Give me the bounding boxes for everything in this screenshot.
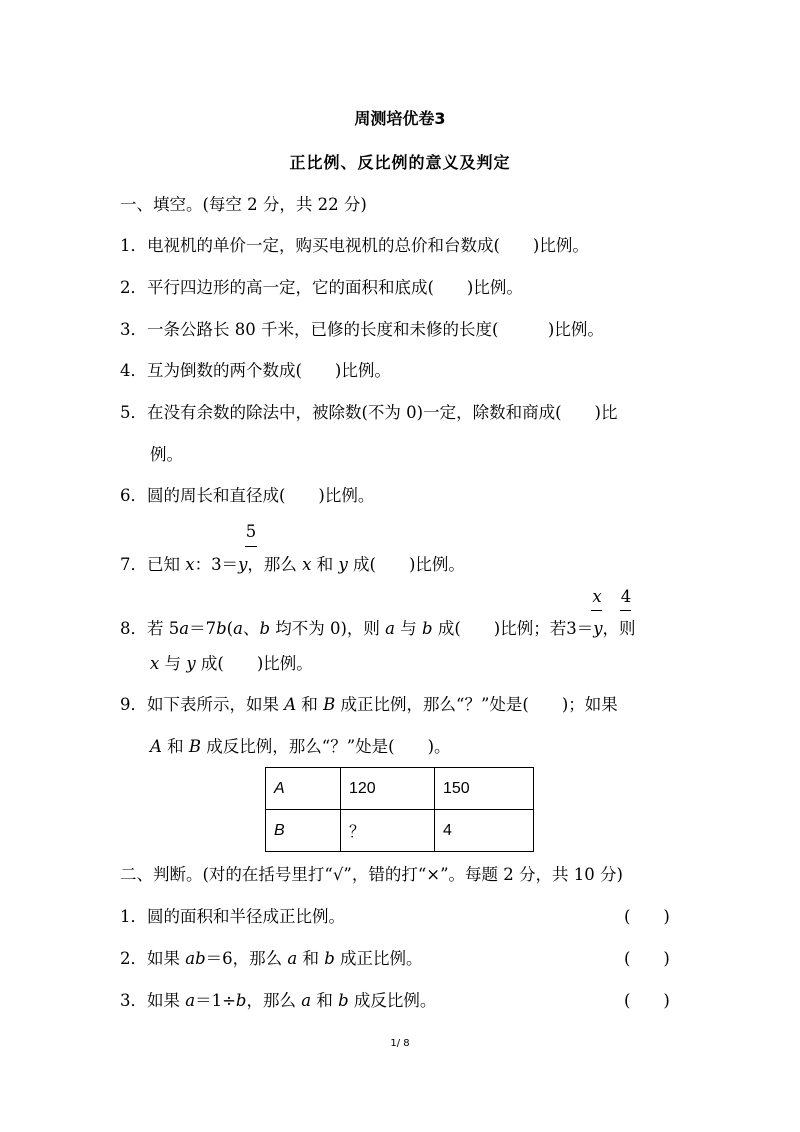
- q2-2-mid: ＝6，那么: [205, 949, 288, 968]
- q8-line2-y: y: [186, 654, 196, 673]
- page-title: 周测培优卷3: [354, 109, 446, 128]
- q2-3-and: 和: [311, 991, 339, 1010]
- q7-var-x2: x: [302, 555, 312, 574]
- q9-line1-post: 成正比例，那么“？”处是( )；如果: [335, 695, 618, 714]
- table-cell: A: [266, 768, 341, 810]
- q2-2-pre: 2．如果: [120, 949, 186, 968]
- q2-2-a: a: [287, 949, 298, 968]
- page-number: 1/ 8: [390, 1038, 410, 1049]
- q8-fraction1-bar: [591, 610, 602, 611]
- q9-B2: B: [188, 737, 202, 756]
- question-1-9-line2: [150, 736, 451, 758]
- q9-A2: A: [150, 737, 162, 756]
- q2-2-and: 和: [297, 949, 325, 968]
- q8-b1: b: [216, 619, 227, 638]
- q8-fraction2-bar: [620, 610, 631, 611]
- q9-and2: 和: [161, 737, 189, 756]
- question-1-5-line2: 例。: [150, 445, 183, 464]
- q8-p6: 与: [395, 619, 423, 638]
- q9-A1: A: [284, 695, 297, 714]
- table-cell: 120: [341, 768, 435, 810]
- question-2-3: [120, 990, 436, 1012]
- q9-line2-post: 成反比例，那么“？”处是( )。: [201, 737, 451, 756]
- question-1-2: 2．平行四边形的高一定，它的面积和底成( )比例。: [120, 278, 523, 297]
- q8-line2-x: x: [150, 654, 160, 673]
- q7-fraction-bar: [245, 546, 257, 547]
- q9-and1: 和: [296, 695, 324, 714]
- q9-B1: B: [323, 695, 336, 714]
- question-1-3: 3．一条公路长 80 千米，已修的长度和未修的长度( )比例。: [120, 320, 604, 339]
- q2-3-post: 成反比例。: [348, 991, 437, 1010]
- q7-prefix: 7．已知: [120, 555, 186, 574]
- table-cell: 4: [435, 810, 534, 852]
- q2-3-b2: b: [338, 991, 349, 1010]
- q8-fraction2-denominator: y: [593, 619, 603, 638]
- q2-3-a: a: [185, 991, 196, 1010]
- q8-p8: ，则: [602, 619, 636, 638]
- q8-fraction1-numerator: x: [592, 587, 602, 606]
- q8-fraction1-denominator: 3: [566, 619, 577, 638]
- q2-2-post: 成正比例。: [334, 949, 423, 968]
- page-subtitle: 正比例、反比例的意义及判定: [289, 153, 511, 172]
- table-cell: ？: [341, 810, 435, 852]
- q2-3-a2: a: [301, 991, 312, 1010]
- question-1-7: [120, 554, 465, 576]
- table-row: [266, 810, 534, 852]
- q9-line1-pre: 9．如下表所示，如果: [120, 695, 285, 714]
- q7-fraction-denominator: y: [238, 555, 248, 574]
- q7-suffix: 成( )比例。: [347, 555, 465, 574]
- question-1-8-line1: [120, 618, 636, 640]
- q8-p5: 均不为 0)，则: [270, 619, 386, 638]
- q8-fraction2-numerator: 4: [620, 587, 632, 606]
- q8-p2: ＝7: [189, 619, 217, 638]
- question-1-6: 6．圆的周长和直径成( )比例。: [120, 486, 375, 505]
- q8-line2-mid: 与: [159, 654, 187, 673]
- q7-var-y: y: [338, 555, 348, 574]
- table-cell: 150: [435, 768, 534, 810]
- question-1-1: 1．电视机的单价一定，购买电视机的总价和台数成( )比例。: [120, 236, 589, 255]
- q8-a2: a: [233, 619, 243, 638]
- q8-p3: (: [226, 619, 234, 638]
- question-2-1: 1．圆的面积和半径成正比例。: [120, 907, 345, 926]
- q8-eq: ＝: [576, 619, 594, 638]
- q2-3-mid: ＝1÷: [195, 991, 236, 1010]
- q8-a3: a: [385, 619, 396, 638]
- question-1-4: 4．互为倒数的两个数成( )比例。: [120, 361, 391, 380]
- q8-p1: 8．若 5: [120, 619, 180, 638]
- q7-var-x: x: [185, 555, 195, 574]
- q7-mid2: ，那么: [247, 555, 303, 574]
- answer-paren-2-1[interactable]: ( ): [624, 907, 670, 926]
- question-1-8-line2: [150, 653, 313, 675]
- q8-b2: b: [259, 619, 270, 638]
- ratio-table: [265, 767, 534, 852]
- q8-line2-suffix: 成( )比例。: [195, 654, 313, 673]
- q2-3-pre: 3．如果: [120, 991, 186, 1010]
- table-row: [266, 768, 534, 810]
- answer-paren-2-3[interactable]: ( ): [624, 991, 670, 1010]
- q8-b3: b: [422, 619, 433, 638]
- q2-2-b: b: [324, 949, 335, 968]
- q2-3-b: b: [235, 991, 247, 1010]
- q8-p4: 、: [242, 619, 260, 638]
- question-1-9-line1: [120, 694, 618, 716]
- question-1-5-line1: 5．在没有余数的除法中，被除数(不为 0)一定，除数和商成( )比: [120, 403, 618, 422]
- q8-p7: 成( )比例；若: [432, 619, 567, 638]
- section2-heading: 二、判断。(对的在括号里打“√”，错的打“×”。每题 2 分，共 10 分): [120, 865, 623, 884]
- table-cell: B: [266, 810, 341, 852]
- q7-mid1: ：3＝: [194, 555, 239, 574]
- q7-and: 和: [311, 555, 339, 574]
- q8-a1: a: [179, 619, 190, 638]
- question-2-2: [120, 948, 423, 970]
- q2-2-ab: ab: [185, 949, 206, 968]
- q2-3-mid2: ，那么: [246, 991, 302, 1010]
- answer-paren-2-2[interactable]: ( ): [624, 949, 670, 968]
- q7-fraction-numerator: 5: [245, 522, 257, 541]
- section1-heading: 一、填空。(每空 2 分，共 22 分): [120, 195, 367, 214]
